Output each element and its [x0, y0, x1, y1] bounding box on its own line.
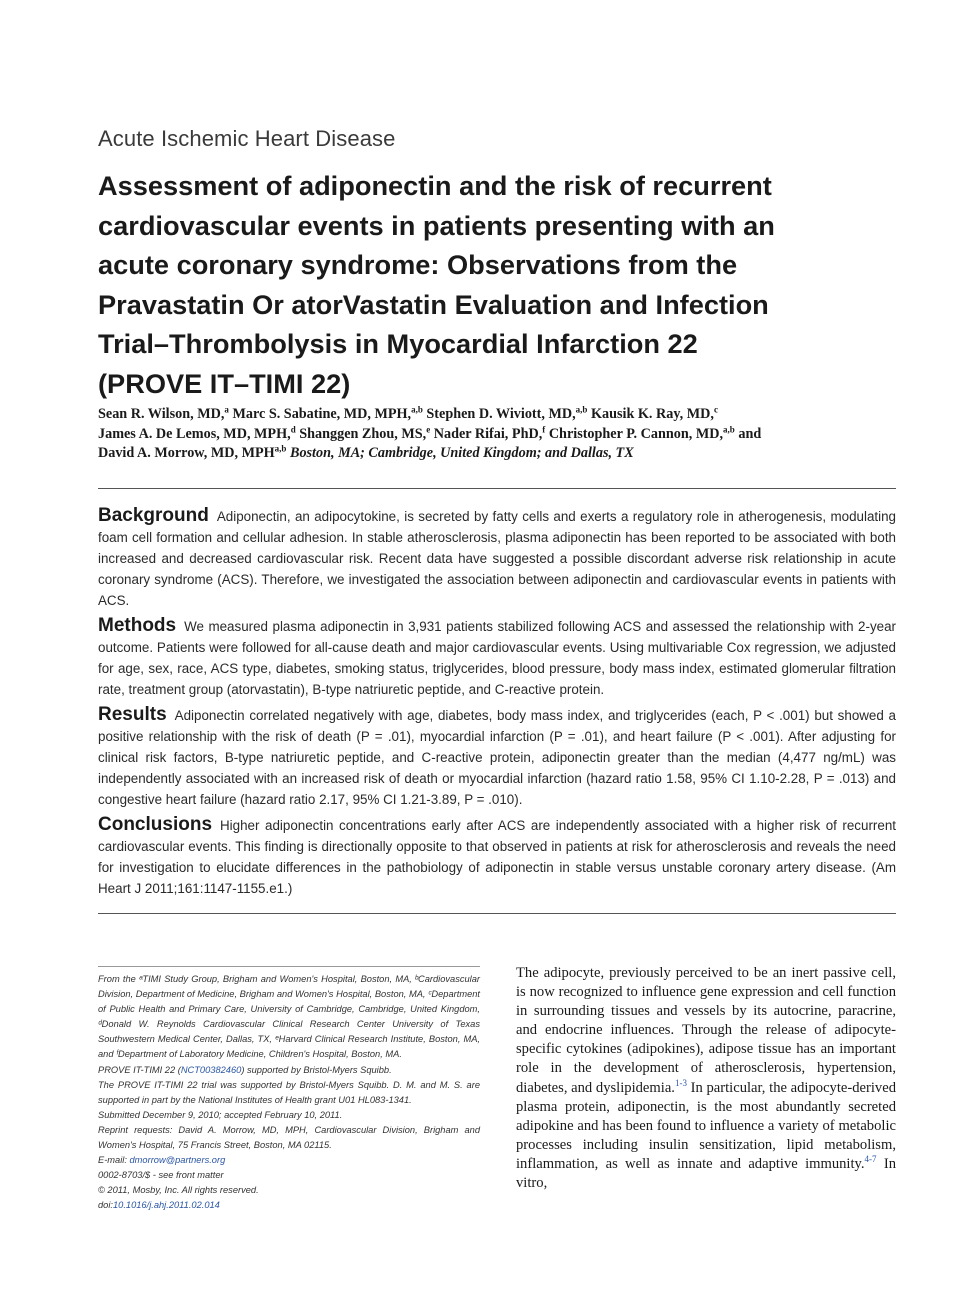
author-name: David A. Morrow, MD, MPH [98, 445, 275, 461]
author-locations: Boston, MA; Cambridge, United Kingdom; and Dallas, TX [289, 445, 634, 461]
author-name: Kausik K. Ray, MD, [587, 406, 714, 422]
affiliation-marker: d [290, 423, 296, 434]
affiliation-marker: a [224, 404, 229, 415]
body-paragraph-part: The adipocyte, previously perceived to be an inert passive cell, is now recognized to influence gene expression and cell function in surrounding tissues and vessels by its autocrine, paracrine, and endocrine influences. Through the release of adipocyte-specific cytokines (adipokines), adipose tissue has an important role in the development of atherosclerosis, hypertension, diabetes, and dyslipidemia. [516, 965, 896, 1096]
reference-link[interactable]: 1-3 [674, 1077, 687, 1088]
footnote-trial [98, 1063, 480, 1078]
abstract-conclusions [98, 814, 896, 899]
email-link[interactable]: dmorrow@partners.org [129, 1155, 226, 1166]
affiliation-marker: e [426, 423, 431, 434]
footnote-issn: 0002-8703/$ - see front matter [98, 1170, 224, 1181]
footnote-email [98, 1153, 480, 1168]
doi-label: doi: [98, 1200, 113, 1211]
background-heading: Background [98, 505, 209, 526]
footnote-reprints: Reprint requests: David A. Morrow, MD, MPH, Cardiovascular Division, Brigham and Women's Hospital, 75 Francis Street, Boston, MA 02115. [98, 1124, 480, 1151]
author-line [98, 405, 898, 425]
conclusions-text: Higher adiponectin concentrations early after ACS are independently associated with a higher risk of recurrent cardiovascular events. This finding is directionally opposite to that observed in patients at risk for atherosclerosis and reveals the need for investigation to elucidate differences in the pathobiology of adiponectin in stable versus unstable coronary artery disease. (Am Heart J 2011;161:1147-1155.e1.) [98, 818, 896, 896]
trial-prefix: PROVE IT-TIMI 22 ( [98, 1064, 181, 1075]
reference-link[interactable]: 4-7 [864, 1154, 877, 1165]
title-line: Trial–Thrombolysis in Myocardial Infarction 22 [98, 328, 698, 359]
affiliation-marker: a,b [274, 443, 287, 454]
doi-link[interactable]: 10.1016/j.ahj.2011.02.014 [113, 1200, 220, 1211]
title-line: cardiovascular events in patients presenting with an [98, 209, 775, 241]
footnote-affiliations: From the ᵃTIMI Study Group, Brigham and Women's Hospital, Boston, MA, ᵇCardiovascular Division, Department of Medicine, Brigham and Women's Hospital, Boston, MA, ᶜDepartment of Public Health and Primary Care, University of Cambridge, Cambridge, United Kingdom, ᵈDonald W. Reynolds Cardiovascular Clinical Research Center University of Texas Southwestern Medical Center, Dallas, TX, ᵉHarvard Clinical Research Institute, Boston, MA, and ᶠDepartment of Laboratory Medicine, Children's Hospital, Boston, MA. [98, 974, 480, 1060]
author-line [98, 425, 898, 445]
article-title [98, 166, 898, 403]
author-name: Marc S. Sabatine, MD, MPH, [228, 406, 412, 422]
author-name: Christopher P. Cannon, MD, [545, 425, 724, 442]
title-line: Pravastatin Or atorVastatin Evaluation and Infection [98, 288, 769, 320]
affiliation-marker: a,b [411, 404, 423, 415]
abstract-bottom-rule [98, 913, 896, 914]
author-name: Shanggen Zhou, MS, [295, 425, 427, 442]
background-text: Adiponectin, an adipocytokine, is secreted by fatty cells and exerts a regulatory role in atherogenesis, modulating foam cell formation and cellular adhesion. In stable atherosclerosis, plasma adiponectin has been reported to be associated with both increased and decreased cardiovascular risk. Recent data have suggested a possible discordant adverse risk relationship in acute coronary syndrome (ACS). Therefore, we investigated the association between adiponectin and cardiovascular events in patients with ACS. [98, 509, 896, 608]
author-name: Sean R. Wilson, MD, [98, 406, 225, 422]
footnote-copyright: © 2011, Mosby, Inc. All rights reserved. [98, 1185, 259, 1196]
title-line: Assessment of adiponectin and the risk of recurrent [98, 170, 772, 201]
section-label: Acute Ischemic Heart Disease [98, 126, 396, 151]
footnote-divider [98, 966, 480, 967]
body-paragraph-part: In vitro, [516, 1155, 897, 1192]
author-name: James A. De Lemos, MD, MPH, [98, 425, 291, 442]
author-conjunction: and [734, 425, 762, 442]
affiliation-marker: c [713, 404, 718, 415]
author-line [98, 444, 898, 464]
abstract-methods [98, 615, 896, 700]
footnote-doi [98, 1198, 480, 1213]
methods-heading: Methods [98, 615, 177, 636]
author-name: Stephen D. Wiviott, MD, [422, 406, 576, 422]
email-label: E-mail: [98, 1155, 130, 1166]
trial-id-link[interactable]: NCT00382460 [180, 1064, 242, 1075]
title-line: (PROVE IT–TIMI 22) [98, 367, 351, 399]
affiliation-marker: a,b [575, 404, 588, 415]
abstract-top-rule [98, 488, 896, 489]
affiliation-marker: f [542, 423, 546, 434]
abstract-results [98, 704, 896, 810]
title-line: acute coronary syndrome: Observations from the [98, 249, 738, 280]
footnotes [98, 972, 480, 1214]
trial-suffix: ) supported by Bristol-Myers Squibb. [241, 1064, 392, 1075]
abstract-background [98, 505, 896, 611]
results-text: Adiponectin correlated negatively with age, diabetes, body mass index, and triglycerides (each, P < .001) but showed a positive relationship with the risk of death (P = .01), myocardial infarction (P = .01), and heart failure (P < .001). After adjusting for clinical risk factors, B-type natriuretic peptide, and C-reactive protein, adiponectin greater than the median (4,477 ng/mL) was independently associated with an increased risk of death or myocardial infarction (hazard ratio 1.58, 95% CI 1.10-2.28, P = .013) and congestive heart failure (hazard ratio 2.17, 95% CI 1.21-3.89, P = .010). [98, 708, 896, 807]
body-text [516, 964, 896, 1193]
author-list [98, 405, 898, 464]
affiliation-marker: a,b [723, 423, 735, 434]
author-name: Nader Rifai, PhD, [430, 425, 543, 442]
footnote-support: The PROVE IT-TIMI 22 trial was supported by Bristol-Myers Squibb. D. M. and M. S. are supported in part by the National Institutes of Health grant U01 HL083-1341. [98, 1079, 480, 1105]
results-heading: Results [98, 704, 167, 725]
body-paragraph-part: In particular, the adipocyte-derived plasma protein, adiponectin, is the most abundantly secreted adipokine and has been found to influence a variety of metabolic processes including insulin sensitization, lipid metabolism, inflammation, as well as innate and adaptive immunity. [516, 1079, 897, 1172]
abstract [98, 505, 896, 903]
footnote-submitted: Submitted December 9, 2010; accepted February 10, 2011. [98, 1109, 343, 1120]
conclusions-heading: Conclusions [98, 814, 213, 835]
methods-text: We measured plasma adiponectin in 3,931 patients stabilized following ACS and assessed the relationship with 2-year outcome. Patients were followed for all-cause death and major cardiovascular events. Using multivariable Cox regression, we adjusted for age, sex, race, ACS type, diabetes, smoking status, triglycerides, blood pressure, body mass index, estimated glomerular filtration rate, treatment group (atorvastatin), B-type natriuretic peptide, and C-reactive protein. [98, 619, 896, 697]
